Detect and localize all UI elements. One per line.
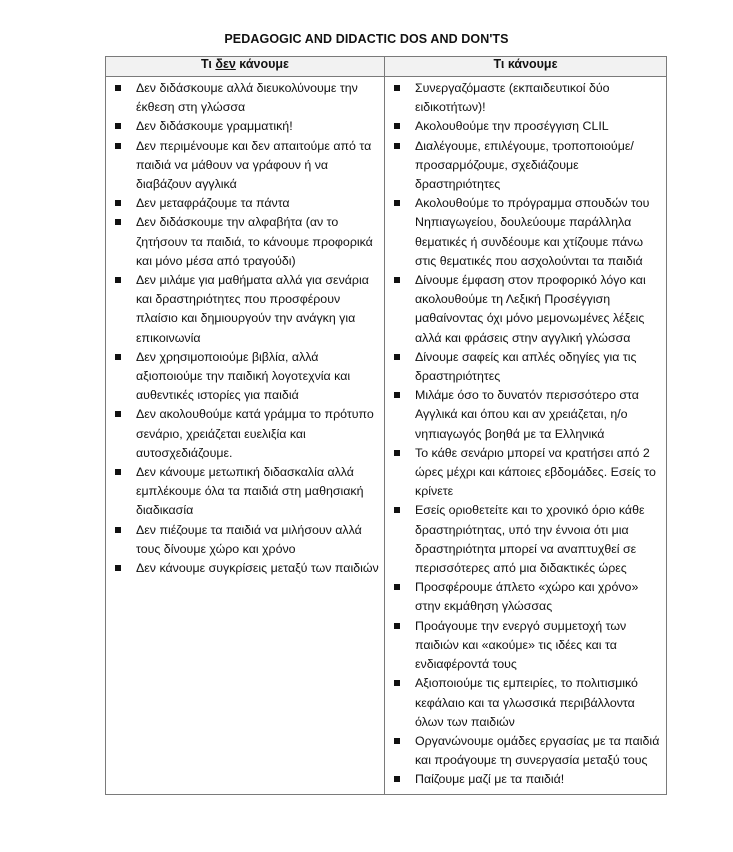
list-item-text: Δεν μιλάμε για μαθήματα αλλά για σενάρια και δραστηριότητες που προσφέρουν πλαίσιο και δημιουργούν την ανάγκη για επικοινωνία [136, 273, 369, 345]
do-list-item [389, 444, 662, 502]
list-item-text: Δεν διδάσκουμε την αλφαβήτα (αν το ζητήσουν τα παιδιά, το κάνουμε προφορικά και μόνο μέσα από τραγούδι) [136, 215, 373, 268]
dont-list-item [110, 79, 380, 117]
square-bullet-icon [115, 200, 121, 206]
dont-list-item [110, 348, 380, 406]
square-bullet-icon [115, 277, 121, 283]
do-list-item [389, 732, 662, 770]
list-item-text: Αξιοποιούμε τις εμπειρίες, το πολιτισμικό κεφάλαιο και τα γλωσσικά περιβάλλοντα όλων των παιδιών [415, 676, 638, 729]
list-item-text: Δεν διδάσκουμε αλλά διευκολύνουμε την έκθεση στη γλώσσα [136, 81, 358, 115]
do-list-item [389, 674, 662, 732]
dont-list-item [110, 559, 380, 578]
do-list-item [389, 194, 662, 271]
do-list-item [389, 501, 662, 578]
do-list-item [389, 271, 662, 348]
list-item-text: Δεν πιέζουμε τα παιδιά να μιλήσουν αλλά τους δίνουμε χώρο και χρόνο [136, 522, 362, 556]
donts-header-underlined: δεν [215, 57, 236, 71]
list-item-text: Δεν κάνουμε συγκρίσεις μεταξύ των παιδιών [136, 561, 379, 576]
square-bullet-icon [394, 392, 400, 398]
square-bullet-icon [394, 143, 400, 149]
dos-list [389, 79, 662, 790]
dont-list-item [110, 213, 380, 271]
list-item-text: Δεν διδάσκουμε γραμματική! [136, 119, 293, 134]
do-list-item [389, 79, 662, 117]
list-item-text: Δεν περιμένουμε και δεν απαιτούμε από τα παιδιά να μάθουν να γράφουν ή να διαβάζουν αγγλικά [136, 138, 372, 192]
donts-header-prefix: Τι [201, 57, 216, 71]
table-header-row [106, 57, 667, 77]
list-item-text: Δίνουμε έμφαση στον προφορικό λόγο και ακολουθούμε τη Λεξική Προσέγγιση μαθαίνοντας όχι μόνο μεμονωμένες λέξεις αλλά και φράσεις στην αγγλική γλώσσα [415, 273, 646, 345]
donts-column-header [106, 57, 385, 77]
list-item-text: Προσφέρουμε άπλετο «χώρο και χρόνο» στην εκμάθηση γλώσσας [415, 580, 639, 614]
dont-list-item [110, 137, 380, 195]
square-bullet-icon [394, 85, 400, 91]
list-item-text: Μιλάμε όσο το δυνατόν περισσότερο στα Αγγλικά και όπου και αν χρειάζεται, η/ο νηπιαγωγός βοηθά με τα Ελληνικά [415, 388, 639, 441]
list-item-text: Δεν μεταφράζουμε τα πάντα [136, 196, 290, 211]
square-bullet-icon [115, 565, 121, 571]
square-bullet-icon [115, 85, 121, 91]
do-list-item [389, 386, 662, 444]
square-bullet-icon [115, 411, 121, 417]
list-item-text: Το κάθε σενάριο μπορεί να κρατήσει από 2 ώρες μέχρι και κάποιες εβδομάδες. Εσείς το κρίνετε [415, 445, 656, 499]
square-bullet-icon [394, 277, 400, 283]
do-list-item [389, 348, 662, 386]
dont-list-item [110, 521, 380, 559]
list-item-text: Διαλέγουμε, επιλέγουμε, τροποποιούμε/προσαρμόζουμε, σχεδιάζουμε δραστηριότητες [415, 138, 634, 192]
square-bullet-icon [394, 584, 400, 590]
list-item-text: Δεν ακολουθούμε κατά γράμμα το πρότυπο σενάριο, χρειάζεται ευελιξία και αυτοσχεδιάζουμε. [136, 407, 374, 460]
square-bullet-icon [394, 738, 400, 744]
dos-column-header: Τι κάνουμε [385, 57, 667, 77]
square-bullet-icon [115, 469, 121, 475]
list-item-text: Ακολουθούμε το πρόγραμμα σπουδών του Νηπιαγωγείου, δουλεύουμε παράλληλα θεματικές ή συνδέουμε και χτίζουμε πάνω στις θεματικές που ασχολούνται τα παιδιά [415, 196, 650, 268]
list-item-text: Συνεργαζόμαστε (εκπαιδευτικοί δύο ειδικοτήτων)! [415, 81, 610, 115]
square-bullet-icon [115, 354, 121, 360]
dont-list-item [110, 405, 380, 463]
list-item-text: Προάγουμε την ενεργό συμμετοχή των παιδιών και «ακούμε» τις ιδέες και τα ενδιαφέροντά τους [415, 618, 627, 672]
dont-list-item [110, 194, 380, 213]
list-item-text: Δίνουμε σαφείς και απλές οδηγίες για τις δραστηριότητες [415, 349, 637, 384]
square-bullet-icon [394, 354, 400, 360]
list-item-text: Δεν κάνουμε μετωπική διδασκαλία αλλά εμπλέκουμε όλα τα παιδιά στη μαθησιακή διαδικασία [136, 465, 364, 518]
square-bullet-icon [115, 219, 121, 225]
donts-list [110, 79, 380, 578]
dont-list-item [110, 271, 380, 348]
square-bullet-icon [115, 143, 121, 149]
dont-list-item [110, 117, 380, 136]
dos-cell [385, 77, 667, 795]
donts-header-suffix: κάνουμε [235, 57, 289, 71]
list-item-text: Ακολουθούμε την προσέγγιση CLIL [415, 119, 609, 134]
donts-cell [106, 77, 385, 795]
list-item-text: Δεν χρησιμοποιούμε βιβλία, αλλά αξιοποιούμε την παιδική λογοτεχνία και αυθεντικές ιστορίες για παιδιά [136, 349, 351, 403]
do-list-item [389, 770, 662, 789]
square-bullet-icon [115, 527, 121, 533]
square-bullet-icon [394, 200, 400, 206]
dos-and-donts-table [105, 56, 667, 795]
do-list-item [389, 137, 662, 195]
list-item-text: Παίζουμε μαζί με τα παιδιά! [415, 772, 565, 787]
square-bullet-icon [394, 623, 400, 629]
list-item-text: Οργανώνουμε ομάδες εργασίας με τα παιδιά και προάγουμε τη συνεργασία μεταξύ τους [415, 733, 660, 768]
square-bullet-icon [394, 123, 400, 129]
table-body-row [106, 77, 667, 795]
square-bullet-icon [394, 776, 400, 782]
list-item-text: Εσείς οριοθετείτε και το χρονικό όριο κάθε δραστηριότητας, υπό την έννοια ότι μια δραστηριότητα μπορεί να αναπτυχθεί σε περισσότερες από μια διδακτικές ώρες [415, 503, 645, 576]
do-list-item [389, 617, 662, 675]
square-bullet-icon [394, 680, 400, 686]
square-bullet-icon [394, 507, 400, 513]
document-title: PEDAGOGIC AND DIDACTIC DOS AND DON'TS [224, 32, 509, 46]
dont-list-item [110, 463, 380, 521]
square-bullet-icon [394, 450, 400, 456]
do-list-item [389, 117, 662, 136]
square-bullet-icon [115, 123, 121, 129]
do-list-item [389, 578, 662, 616]
